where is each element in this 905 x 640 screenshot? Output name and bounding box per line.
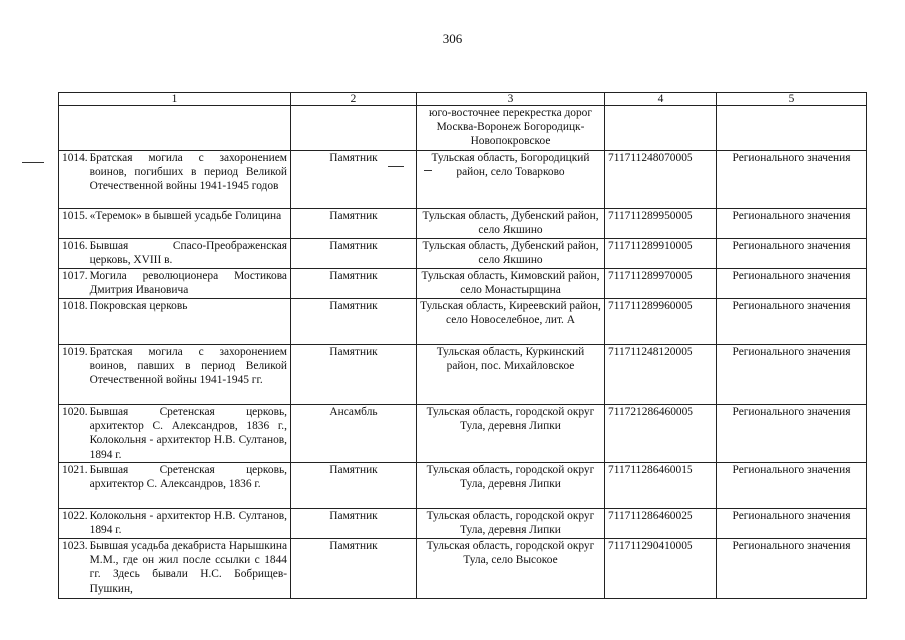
category-cell: Регионального значения bbox=[717, 539, 867, 599]
type-cell: Памятник bbox=[291, 151, 417, 209]
type-cell: Памятник bbox=[291, 239, 417, 269]
table-row bbox=[59, 405, 867, 463]
registry-code-cell: 711721286460005 bbox=[605, 405, 717, 463]
name-cell bbox=[59, 106, 291, 151]
name-cell bbox=[59, 509, 291, 539]
registry-code-cell: 711711289910005 bbox=[605, 239, 717, 269]
code-cell bbox=[605, 106, 717, 151]
table-row bbox=[59, 269, 867, 299]
header-row bbox=[59, 93, 867, 106]
entry-number: 1020. bbox=[62, 406, 88, 418]
type-cell: Памятник bbox=[291, 299, 417, 345]
object-name: Бывшая Сретенская церковь, архитектор С. Александров, 1836 г., Колокольня - архитектор Н.В. Султанов, 1894 г. bbox=[89, 406, 287, 461]
category-cell: Регионального значения bbox=[717, 299, 867, 345]
address-cell: Тульская область, Куркинский район, пос. Михайловское bbox=[417, 345, 605, 405]
name-cell bbox=[59, 209, 291, 239]
category-cell: Регионального значения bbox=[717, 405, 867, 463]
address-cell: Тульская область, Дубенский район, село Якшино bbox=[417, 239, 605, 269]
address-cell: Тульская область, Киреевский район, село Новоселебное, лит. А bbox=[417, 299, 605, 345]
name-cell bbox=[59, 151, 291, 209]
name-cell bbox=[59, 269, 291, 299]
address-cell: Тульская область, городской округ Тула, деревня Липки bbox=[417, 509, 605, 539]
object-name: Покровская церковь bbox=[89, 300, 188, 312]
entry-number: 1015. bbox=[62, 210, 88, 222]
margin-dash bbox=[22, 162, 44, 163]
type-cell: Памятник bbox=[291, 269, 417, 299]
registry-code-cell: 711711289960005 bbox=[605, 299, 717, 345]
category-cell: Регионального значения bbox=[717, 239, 867, 269]
address-cell: Тульская область, Дубенский район, село Якшино bbox=[417, 209, 605, 239]
registry-code-cell: 711711248120005 bbox=[605, 345, 717, 405]
table-row bbox=[59, 209, 867, 239]
entry-number: 1018. bbox=[62, 300, 88, 312]
type-cell: Ансамбль bbox=[291, 405, 417, 463]
address-cell: Тульская область, городской округ Тула, село Высокое bbox=[417, 539, 605, 599]
address-cell: Тульская область, городской округ Тула, деревня Липки bbox=[417, 463, 605, 509]
table-row bbox=[59, 151, 867, 209]
table-row bbox=[59, 539, 867, 599]
object-name: Бывшая усадьба декабриста Нарышкина М.М., где он жил после ссылки с 1844 гг. Здесь бывали Н.С. Бобрищев-Пушкин, bbox=[89, 540, 287, 595]
entry-number: 1021. bbox=[62, 464, 88, 476]
object-name: Могила революционера Мостикова Дмитрия Ивановича bbox=[89, 270, 287, 297]
type-cell: Памятник bbox=[291, 345, 417, 405]
entry-number: 1023. bbox=[62, 540, 88, 552]
column-header: 3 bbox=[417, 93, 605, 106]
type-cell: Памятник bbox=[291, 209, 417, 239]
entry-number: 1014. bbox=[62, 152, 88, 164]
category-cell: Регионального значения bbox=[717, 209, 867, 239]
name-cell bbox=[59, 239, 291, 269]
category-cell: Регионального значения bbox=[717, 509, 867, 539]
registry-code-cell: 711711290410005 bbox=[605, 539, 717, 599]
address-cell: Тульская область, Кимовский район, село Монастырщина bbox=[417, 269, 605, 299]
category-cell: Регионального значения bbox=[717, 269, 867, 299]
table-row-continuation bbox=[59, 106, 867, 151]
type-cell: Памятник bbox=[291, 463, 417, 509]
type-cell: Памятник bbox=[291, 509, 417, 539]
registry-code-cell: 711711286460015 bbox=[605, 463, 717, 509]
object-name: Бывшая Спасо-Преображенская церковь, XVIII в. bbox=[89, 240, 287, 267]
name-cell bbox=[59, 345, 291, 405]
page-number: 306 bbox=[442, 31, 463, 46]
object-name: «Теремок» в бывшей усадьбе Голицина bbox=[89, 210, 282, 222]
table-row bbox=[59, 345, 867, 405]
column-header: 1 bbox=[59, 93, 291, 106]
entry-number: 1019. bbox=[62, 346, 88, 358]
object-name: Бывшая Сретенская церковь, архитектор С. Александров, 1836 г. bbox=[89, 464, 287, 491]
entry-number: 1022. bbox=[62, 510, 88, 522]
column-header: 4 bbox=[605, 93, 717, 106]
name-cell bbox=[59, 539, 291, 599]
category-cell bbox=[717, 106, 867, 151]
registry-code-cell: 711711289970005 bbox=[605, 269, 717, 299]
category-cell: Регионального значения bbox=[717, 151, 867, 209]
object-name: Братская могила с захоронением воинов, погибших в период Великой Отечественной войны 1941-1945 годов bbox=[89, 152, 287, 193]
heritage-registry-table bbox=[58, 92, 867, 599]
name-cell bbox=[59, 463, 291, 509]
name-cell bbox=[59, 405, 291, 463]
address-cell: юго-восточнее перекрестка дорог Москва-Воронеж Богородицк-Новопокровское bbox=[417, 106, 605, 151]
address-cell: Тульская область, городской округ Тула, деревня Липки bbox=[417, 405, 605, 463]
name-cell bbox=[59, 299, 291, 345]
object-name: Братская могила с захоронением воинов, павших в период Великой Отечественной войны 1941-1945 гг. bbox=[89, 346, 287, 387]
table-row bbox=[59, 463, 867, 509]
object-name: Колокольня - архитектор Н.В. Султанов, 1894 г. bbox=[89, 510, 287, 537]
category-cell: Регионального значения bbox=[717, 463, 867, 509]
address-cell: Тульская область, Богородицкий район, село Товарково bbox=[417, 151, 605, 209]
entry-number: 1017. bbox=[62, 270, 88, 282]
type-cell: Памятник bbox=[291, 539, 417, 599]
column-header: 2 bbox=[291, 93, 417, 106]
registry-code-cell: 711711248070005 bbox=[605, 151, 717, 209]
table-row bbox=[59, 239, 867, 269]
table-row bbox=[59, 299, 867, 345]
category-cell: Регионального значения bbox=[717, 345, 867, 405]
table-row bbox=[59, 509, 867, 539]
registry-code-cell: 711711289950005 bbox=[605, 209, 717, 239]
entry-number: 1016. bbox=[62, 240, 88, 252]
type-cell bbox=[291, 106, 417, 151]
column-header: 5 bbox=[717, 93, 867, 106]
registry-code-cell: 711711286460025 bbox=[605, 509, 717, 539]
